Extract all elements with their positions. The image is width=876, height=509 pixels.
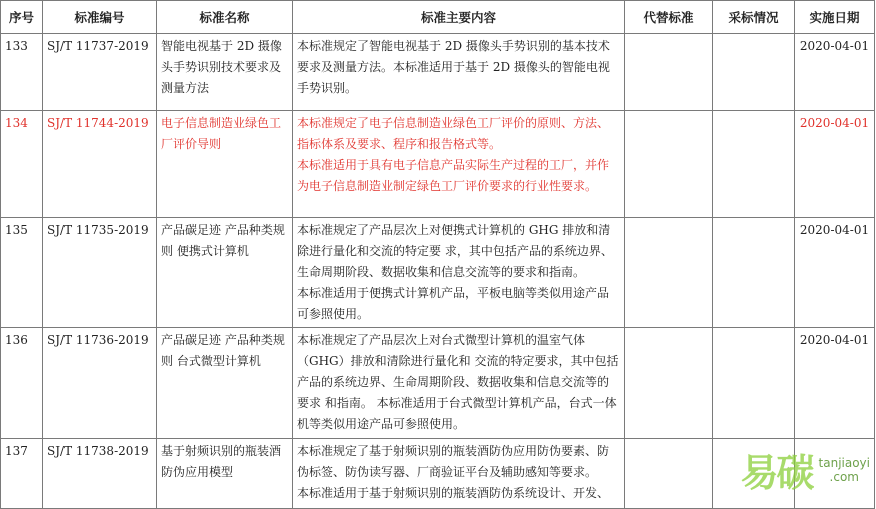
content-paragraph: 本标准适用于基于射频识别的瓶装酒防伪系统设计、开发、 <box>297 486 610 500</box>
cell-seq: 137 <box>1 439 43 509</box>
header-row <box>1 1 875 34</box>
content-paragraph: 本标准规定了基于射频识别的瓶装酒防伪应用防伪要素、防伪标签、防伪读写器、厂商验证平台及辅助感知等要求。 <box>297 444 610 479</box>
cell-content <box>293 34 625 111</box>
cell-content <box>293 439 625 509</box>
table-row <box>1 439 875 509</box>
cell-replace <box>625 111 713 218</box>
cell-code: SJ/T 11736-2019 <box>43 328 157 439</box>
header-replace: 代替标准 <box>625 1 713 34</box>
cell-replace <box>625 439 713 509</box>
content-paragraph: 本标准规定了产品层次上对便携式计算机的 GHG 排放和清除进行量化和交流的特定要 求，其中包括产品的系统边界、生命周期阶段、数据收集和信息交流等的要求和指南。 <box>297 223 613 279</box>
content-paragraph: 本标准适用于便携式计算机产品，平板电脑等类似用途产品可参照使用。 <box>297 286 610 321</box>
cell-name: 电子信息制造业绿色工厂评价导则 <box>157 111 293 218</box>
cell-date <box>795 439 875 509</box>
cell-name: 产品碳足迹 产品种类规则 台式微型计算机 <box>157 328 293 439</box>
cell-code: SJ/T 11738-2019 <box>43 439 157 509</box>
cell-seq: 133 <box>1 34 43 111</box>
header-content: 标准主要内容 <box>293 1 625 34</box>
cell-code: SJ/T 11744-2019 <box>43 111 157 218</box>
cell-name: 基于射频识别的瓶装酒防伪应用模型 <box>157 439 293 509</box>
header-code: 标准编号 <box>43 1 157 34</box>
cell-name: 智能电视基于 2D 摄像头手势识别技术要求及测量方法 <box>157 34 293 111</box>
cell-content <box>293 111 625 218</box>
cell-adopt <box>713 111 795 218</box>
cell-content <box>293 218 625 328</box>
cell-replace <box>625 218 713 328</box>
cell-adopt <box>713 328 795 439</box>
header-name: 标准名称 <box>157 1 293 34</box>
table-row <box>1 111 875 218</box>
content-paragraph: 本标准规定了电子信息制造业绿色工厂评价的原则、方法、指标体系及要求、程序和报告格式等。 <box>297 116 610 151</box>
content-paragraph: 本标准适用于具有电子信息产品实际生产过程的工厂，并作为电子信息制造业制定绿色工厂评价要求的行业性要求。 <box>297 158 610 193</box>
cell-date: 2020-04-01 <box>795 328 875 439</box>
cell-seq: 134 <box>1 111 43 218</box>
content-paragraph: 本标准规定了智能电视基于 2D 摄像头手势识别的基本技术要求及测量方法。本标准适用于基于 2D 摄像头的智能电视手势识别。 <box>297 39 610 95</box>
cell-adopt <box>713 34 795 111</box>
header-seq: 序号 <box>1 1 43 34</box>
header-adopt: 采标情况 <box>713 1 795 34</box>
cell-seq: 136 <box>1 328 43 439</box>
cell-seq: 135 <box>1 218 43 328</box>
cell-replace <box>625 328 713 439</box>
watermark-site-line1: tanjiaoyi <box>818 455 870 470</box>
table-row <box>1 218 875 328</box>
content-paragraph: 本标准规定了产品层次上对台式微型计算机的温室气体（GHG）排放和清除进行量化和 交流的特定要求，其中包括产品的系统边界、生命周期阶段、数据收集和信息交流等的要求 和指南。 本标准适用于台式微型计算机产品，台式一体机等类似用途产品可参照使用。 <box>297 333 619 431</box>
cell-date: 2020-04-01 <box>795 218 875 328</box>
cell-replace <box>625 34 713 111</box>
cell-date: 2020-04-01 <box>795 111 875 218</box>
table-row <box>1 328 875 439</box>
cell-content <box>293 328 625 439</box>
cell-code: SJ/T 11735-2019 <box>43 218 157 328</box>
cell-adopt <box>713 218 795 328</box>
watermark-logo: 易碳 <box>740 451 813 495</box>
cell-adopt <box>713 439 795 509</box>
watermark-site-line2: .com <box>829 469 859 484</box>
table-row <box>1 34 875 111</box>
cell-date: 2020-04-01 <box>795 34 875 111</box>
cell-code: SJ/T 11737-2019 <box>43 34 157 111</box>
cell-name: 产品碳足迹 产品种类规则 便携式计算机 <box>157 218 293 328</box>
header-date: 实施日期 <box>795 1 875 34</box>
